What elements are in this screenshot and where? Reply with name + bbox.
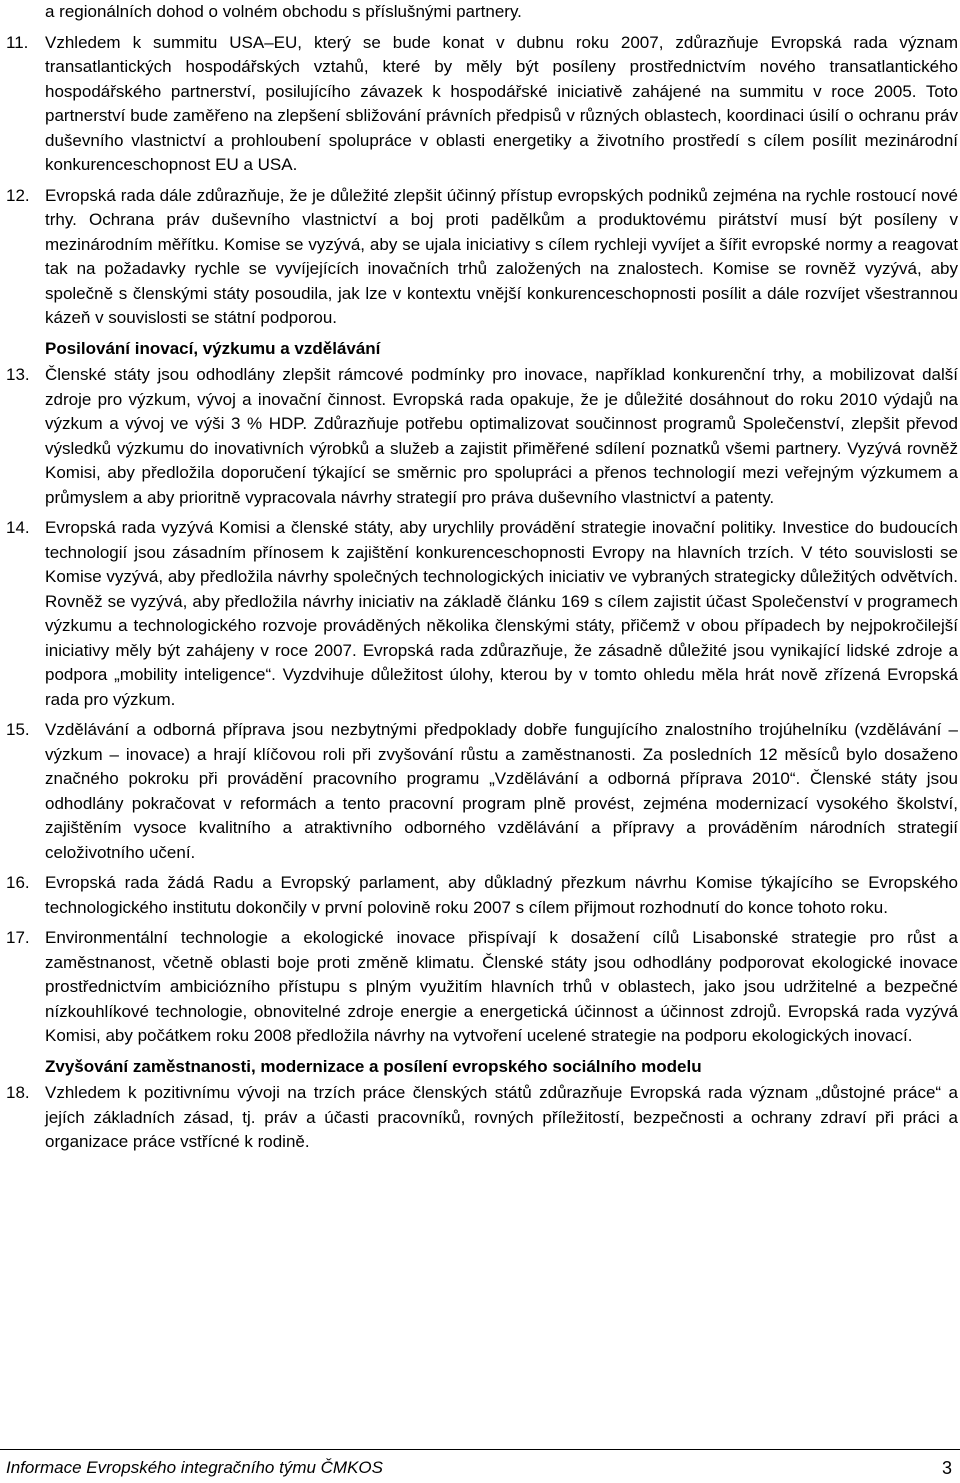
paragraph-text: Členské státy jsou odhodlány zlepšit rámcové podmínky pro inovace, například konkurenční trhy, a mobilizovat další zdroje pro výzkum, vývoj a inovační činnost. Evropská rada opakuje, že je důležité dosáhnout do roku 2010 výdajů na výzkum a vývoj ve výši 3 % HDP. Zdůrazňuje potřebu optimalizovat součinnost programů Společenství, zlepšit převod výsledků výzkumu do inovativních výrobků a služeb a zajistit přiměřené sdílení poznatků všemi partnery. Vyzývá rovněž Komisi, aby předložila doporučení týkající se směrnic pro spolupráci a přenos technologií mezi veřejným výzkumem a průmyslem a aby prioritně vypracovala návrhy strategií pro práva duševního vlastnictví a patenty. xyxy=(45,365,958,507)
paragraph-number: 17. xyxy=(6,928,30,947)
paragraph-number: 18. xyxy=(6,1083,30,1102)
paragraph-15 xyxy=(0,718,960,865)
paragraph-text: a regionálních dohod o volném obchodu s příslušnými partnery. xyxy=(45,2,522,21)
paragraph-14 xyxy=(0,516,960,712)
paragraph-17 xyxy=(0,926,960,1049)
paragraph-number: 16. xyxy=(6,873,30,892)
paragraph-number: 11. xyxy=(6,32,29,52)
footer-title: Informace Evropského integračního týmu ČMKOS xyxy=(6,1458,383,1477)
paragraph-number: 13. xyxy=(6,365,30,384)
paragraph-text: Evropská rada žádá Radu a Evropský parlament, aby důkladný přezkum návrhu Komise týkajícího se Evropského technologického institutu dokončily v první polovině roku 2007 s cílem přijmout rozhodnutí do konce tohoto roku. xyxy=(45,873,958,917)
paragraph-text: Vzhledem k pozitivnímu vývoji na trzích práce členských států zdůrazňuje Evropská rada význam „důstojné práce“ a jejích základních zásad, tj. práv a účasti pracovníků, rovných příležitostí, bezpečnosti a ochrany zdraví při práci a organizace práce vstřícné k rodině. xyxy=(45,1083,958,1151)
paragraph-number: 15. xyxy=(6,720,30,739)
paragraph-11 xyxy=(0,31,960,178)
paragraph-16 xyxy=(0,871,960,920)
paragraph-text: Vzhledem k summitu USA–EU, který se bude konat v dubnu roku 2007, zdůrazňuje Evropská rada význam transatlantických hospodářských vztahů, které by měly být posíleny prostřednictvím nového transatlantického hospodářského partnerství, posilujícího závazek k hospodářské iniciativě zahájené na summitu v roce 2005. Toto partnerství bude zaměřeno na zlepšení sbližování právních předpisů v různých oblastech, koordinaci úsilí o ochranu práv duševního vlastnictví a prohloubení spolupráce v oblasti energetiky a životního prostředí s cílem posílit mezinárodní konkurenceschopnost EU a USA. xyxy=(45,32,958,174)
paragraph-13 xyxy=(0,363,960,510)
paragraph-12 xyxy=(0,184,960,331)
page-footer xyxy=(0,1449,960,1483)
page-number: 3 xyxy=(941,1458,952,1478)
paragraph-text: Vzdělávání a odborná příprava jsou nezbytnými předpoklady dobře fungujícího znalostního trojúhelníku (vzdělávání – výzkum – inovace) a hrají klíčovou roli při zvyšování růstu a zaměstnanosti. Za posledních 12 měsíců bylo dosaženo značného pokroku při provádění pracovního programu „Vzdělávání a odborná příprava 2010“. Členské státy jsou odhodlány pokračovat v reformách a tento pracovní program plně provést, zejména modernizací vysokého školství, zajištěním vysoce kvalitního a atraktivního odborného vzdělávání a přípravy a prováděním národních strategií celoživotního učení. xyxy=(45,720,958,862)
section-heading-innovation: Posilování inovací, výzkumu a vzdělávání xyxy=(45,338,381,358)
paragraph-18 xyxy=(0,1081,960,1155)
paragraph-number: 14. xyxy=(6,518,30,537)
paragraph-text: Evropská rada vyzývá Komisi a členské státy, aby urychlily provádění strategie inovační politiky. Investice do budoucích technologií jsou zásadním přínosem k zajištění konkurenceschopnosti Evropy na hlavních trzích. V této souvislosti se Komise vyzývá, aby předložila návrhy společných technologických iniciativ ve vybraných strategicky důležitých odvětvích. Rovněž se vyzývá, aby předložila návrhy iniciativ na základě článku 169 s cílem zajistit účast Společenství v programech výzkumu a technologického rozvoje prováděných několika členskými státy, přičemž v obou případech by nejpokročilejší iniciativy měly být zahájeny v roce 2007. Evropská rada zdůrazňuje, že zásadně důležité jsou vynikající lidské zdroje a podpora „mobility inteligence“. Vyzdvihuje důležitost úlohy, kterou by v tomto ohledu měla hrát nově zřízená Evropská rada pro výzkum. xyxy=(45,518,958,709)
section-heading-employment: Zvyšování zaměstnanosti, modernizace a posílení evropského sociálního modelu xyxy=(45,1056,702,1076)
paragraph-continuation xyxy=(0,0,960,25)
paragraph-number: 12. xyxy=(6,185,30,205)
paragraph-text: Evropská rada dále zdůrazňuje, že je důležité zlepšit účinný přístup evropských podniků zejména na rychle rostoucí nové trhy. Ochrana práv duševního vlastnictví a boj proti padělkům a produktovému pirátství musí být posíleny v mezinárodním měřítku. Komise se vyzývá, aby se ujala iniciativy s cílem rychleji vyvíjet a šířit evropské normy a reagovat tak na požadavky rychle se vyvíjejících inovačních trhů založených na znalostech. Komise se rovněž vyzývá, aby společně s členskými státy posoudila, jak lze v kontextu vnější konkurenceschopnosti posílit a dále rozvíjet všestrannou kázeň v souvislosti se státní podporou. xyxy=(45,185,958,327)
paragraph-text: Environmentální technologie a ekologické inovace přispívají k dosažení cílů Lisabonské strategie pro růst a zaměstnanost, včetně oblasti boje proti změně klimatu. Členské státy jsou odhodlány podporovat ekologické inovace prostřednictvím ambiciózního přístupu s plným využitím hlavních trhů v oblastech, jako jsou udržitelné a bezpečné nízkouhlíkové technologie, obnovitelné zdroje energie a energetická účinnost a účinnost zdrojů. Evropská rada vyzývá Komisi, aby počátkem roku 2008 předložila návrhy na vytvoření ucelené strategie na podporu ekologických inovací. xyxy=(45,928,958,1045)
